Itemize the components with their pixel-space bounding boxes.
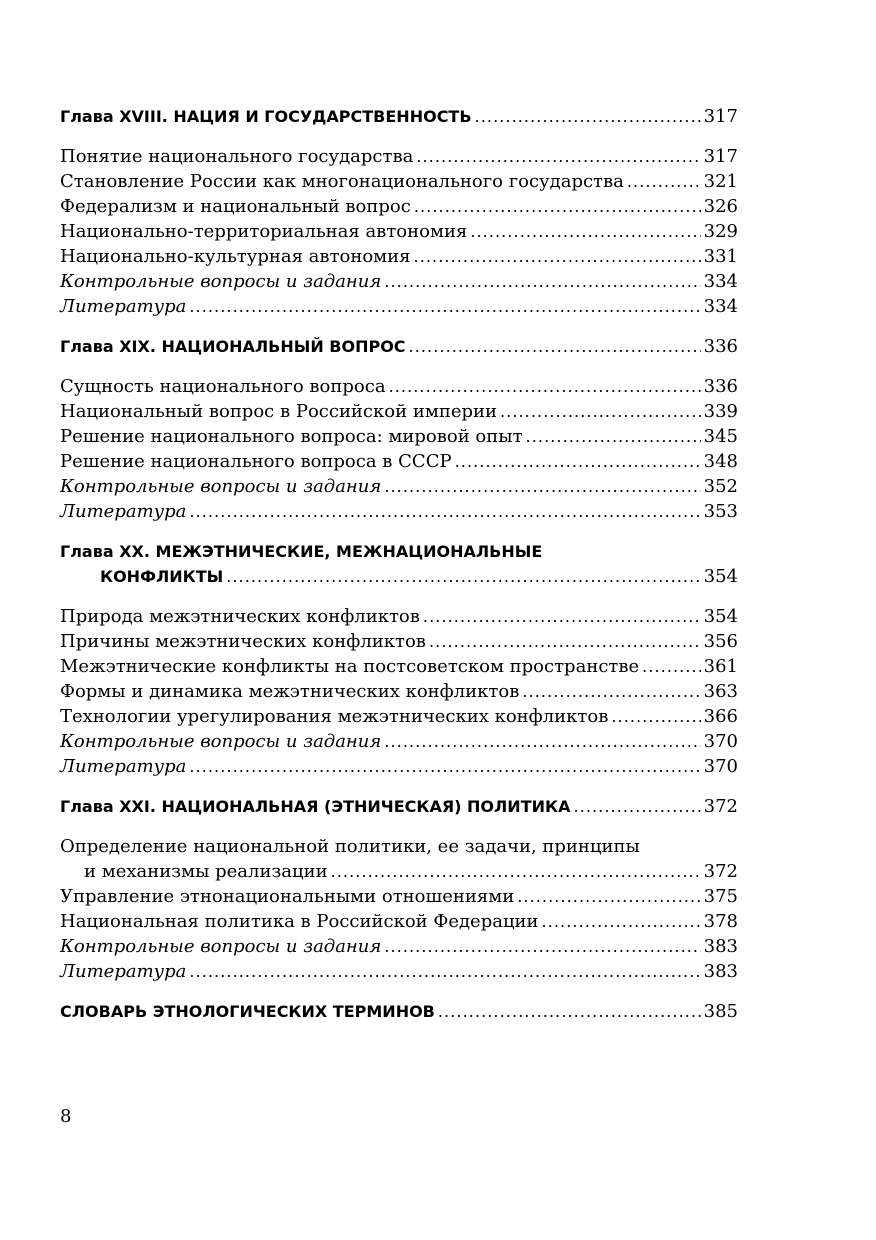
entry-title: Национальная политика в Российской Федерации: [60, 911, 539, 932]
page-ref: 354: [703, 566, 738, 587]
entry-title: Контрольные вопросы и задания: [60, 936, 382, 957]
dot-leader: [331, 859, 701, 884]
dot-leader: [384, 729, 700, 754]
dot-leader: [475, 104, 701, 129]
entry-title: Литература: [60, 756, 187, 777]
entry-title: Решение национального вопроса в СССР: [60, 451, 452, 472]
toc-entry[interactable]: [60, 399, 738, 424]
page-ref: 321: [703, 171, 738, 192]
toc-entry-line2[interactable]: [60, 859, 738, 884]
dot-leader: [409, 334, 701, 359]
toc-entry[interactable]: [60, 169, 738, 194]
glossary-heading[interactable]: [60, 999, 738, 1024]
toc-entry[interactable]: [60, 884, 738, 909]
toc-entry[interactable]: [60, 424, 738, 449]
dot-leader: [517, 884, 700, 909]
page-ref: 317: [703, 106, 738, 127]
toc-entry-line1[interactable]: [60, 834, 738, 859]
entry-title: Контрольные вопросы и задания: [60, 731, 382, 752]
entry-title: Контрольные вопросы и задания: [60, 271, 382, 292]
entry-title: Природа межэтнических конфликтов: [60, 606, 420, 627]
toc-entry[interactable]: [60, 144, 738, 169]
dot-leader: [627, 169, 701, 194]
entry-title: Причины межэтнических конфликтов: [60, 631, 426, 652]
dot-leader: [542, 909, 701, 934]
page-ref: 329: [703, 221, 738, 242]
dot-leader: [189, 499, 700, 524]
page-ref: 370: [703, 731, 738, 752]
dot-leader: [526, 424, 701, 449]
toc-entry[interactable]: [60, 374, 738, 399]
page-ref: 385: [703, 1001, 738, 1022]
page-ref: 345: [703, 426, 738, 447]
entry-title: Национально-территориальная автономия: [60, 221, 468, 242]
toc-entry[interactable]: [60, 679, 738, 704]
toc-entry-questions[interactable]: [60, 474, 738, 499]
page-ref: 361: [703, 656, 738, 677]
toc-entry[interactable]: [60, 244, 738, 269]
dot-leader: [189, 294, 700, 319]
entry-title: Межэтнические конфликты на постсоветском пространстве: [60, 656, 640, 677]
page-ref: 339: [703, 401, 738, 422]
toc-entry-questions[interactable]: [60, 729, 738, 754]
dot-leader: [522, 679, 700, 704]
page-ref: 334: [703, 296, 738, 317]
dot-leader: [414, 244, 701, 269]
entry-title: Формы и динамика межэтнических конфликтов: [60, 681, 520, 702]
chapter-title: Глава XXI. НАЦИОНАЛЬНАЯ (ЭТНИЧЕСКАЯ) ПОЛИТИКА: [60, 797, 571, 816]
chapter-heading-18[interactable]: [60, 104, 738, 129]
entry-title: Определение национальной политики, ее задачи, принципы: [60, 836, 640, 857]
dot-leader: [189, 754, 700, 779]
chapter-heading-20-line1[interactable]: [60, 539, 738, 564]
dot-leader: [429, 629, 701, 654]
chapter-heading-20-line2[interactable]: [60, 564, 738, 589]
chapter-title: Глава XVIII. НАЦИЯ И ГОСУДАРСТВЕННОСТЬ: [60, 107, 472, 126]
dot-leader: [226, 564, 700, 589]
page-ref: 331: [703, 246, 738, 267]
dot-leader: [470, 219, 700, 244]
toc-entry-questions[interactable]: [60, 269, 738, 294]
dot-leader: [389, 374, 701, 399]
chapter-heading-21[interactable]: [60, 794, 738, 819]
chapter-title: Глава XIX. НАЦИОНАЛЬНЫЙ ВОПРОС: [60, 337, 406, 356]
page-number: 8: [60, 1106, 72, 1127]
dot-leader: [455, 449, 701, 474]
dot-leader: [642, 654, 701, 679]
dot-leader: [384, 474, 700, 499]
page-ref: 353: [703, 501, 738, 522]
entry-title: Контрольные вопросы и задания: [60, 476, 382, 497]
toc-entry[interactable]: [60, 604, 738, 629]
entry-title: Технологии урегулирования межэтнических конфликтов: [60, 706, 609, 727]
toc-entry[interactable]: [60, 909, 738, 934]
entry-title: Становление России как многонационального государства: [60, 171, 624, 192]
page-ref: 334: [703, 271, 738, 292]
page-ref: 348: [703, 451, 738, 472]
page-ref: 383: [703, 936, 738, 957]
toc-entry-literature[interactable]: [60, 499, 738, 524]
toc-entry-literature[interactable]: [60, 294, 738, 319]
toc-entry[interactable]: [60, 449, 738, 474]
dot-leader: [384, 269, 700, 294]
entry-title: Федерализм и национальный вопрос: [60, 196, 411, 217]
page-ref: 370: [703, 756, 738, 777]
toc-entry[interactable]: [60, 629, 738, 654]
page-ref: 383: [703, 961, 738, 982]
chapter-title-continued: КОНФЛИКТЫ: [100, 567, 224, 586]
entry-title: Литература: [60, 296, 187, 317]
table-of-contents: [60, 104, 738, 1024]
toc-entry-literature[interactable]: [60, 754, 738, 779]
chapter-title: Глава XX. МЕЖЭТНИЧЕСКИЕ, МЕЖНАЦИОНАЛЬНЫЕ: [60, 542, 543, 561]
chapter-heading-19[interactable]: [60, 334, 738, 359]
page-ref: 317: [703, 146, 738, 167]
entry-title: Национально-культурная автономия: [60, 246, 411, 267]
page-ref: 366: [703, 706, 738, 727]
page-ref: 336: [703, 336, 738, 357]
page-ref: 352: [703, 476, 738, 497]
dot-leader: [438, 999, 701, 1024]
dot-leader: [189, 959, 700, 984]
dot-leader: [423, 604, 701, 629]
entry-title: Понятие национального государства: [60, 146, 414, 167]
dot-leader: [384, 934, 700, 959]
page-ref: 372: [703, 861, 738, 882]
page-ref: 378: [703, 911, 738, 932]
toc-entry[interactable]: [60, 219, 738, 244]
dot-leader: [573, 794, 700, 819]
entry-title: Литература: [60, 961, 187, 982]
page-ref: 326: [703, 196, 738, 217]
dot-leader: [500, 399, 701, 424]
page-ref: 363: [703, 681, 738, 702]
toc-entry[interactable]: [60, 194, 738, 219]
entry-title: Сущность национального вопроса: [60, 376, 386, 397]
page-ref: 354: [703, 606, 738, 627]
toc-entry-questions[interactable]: [60, 934, 738, 959]
dot-leader: [416, 144, 700, 169]
entry-title: Литература: [60, 501, 187, 522]
entry-title: Национальный вопрос в Российской империи: [60, 401, 497, 422]
page-ref: 375: [703, 886, 738, 907]
entry-title-continued: и механизмы реализации: [84, 861, 328, 882]
entry-title: Управление этнонациональными отношениями: [60, 886, 515, 907]
page-ref: 356: [703, 631, 738, 652]
dot-leader: [611, 704, 700, 729]
glossary-title: СЛОВАРЬ ЭТНОЛОГИЧЕСКИХ ТЕРМИНОВ: [60, 1002, 435, 1021]
toc-entry[interactable]: [60, 654, 738, 679]
dot-leader: [414, 194, 701, 219]
page-ref: 336: [703, 376, 738, 397]
toc-entry-literature[interactable]: [60, 959, 738, 984]
page-ref: 372: [703, 796, 738, 817]
toc-entry[interactable]: [60, 704, 738, 729]
entry-title: Решение национального вопроса: мировой опыт: [60, 426, 523, 447]
